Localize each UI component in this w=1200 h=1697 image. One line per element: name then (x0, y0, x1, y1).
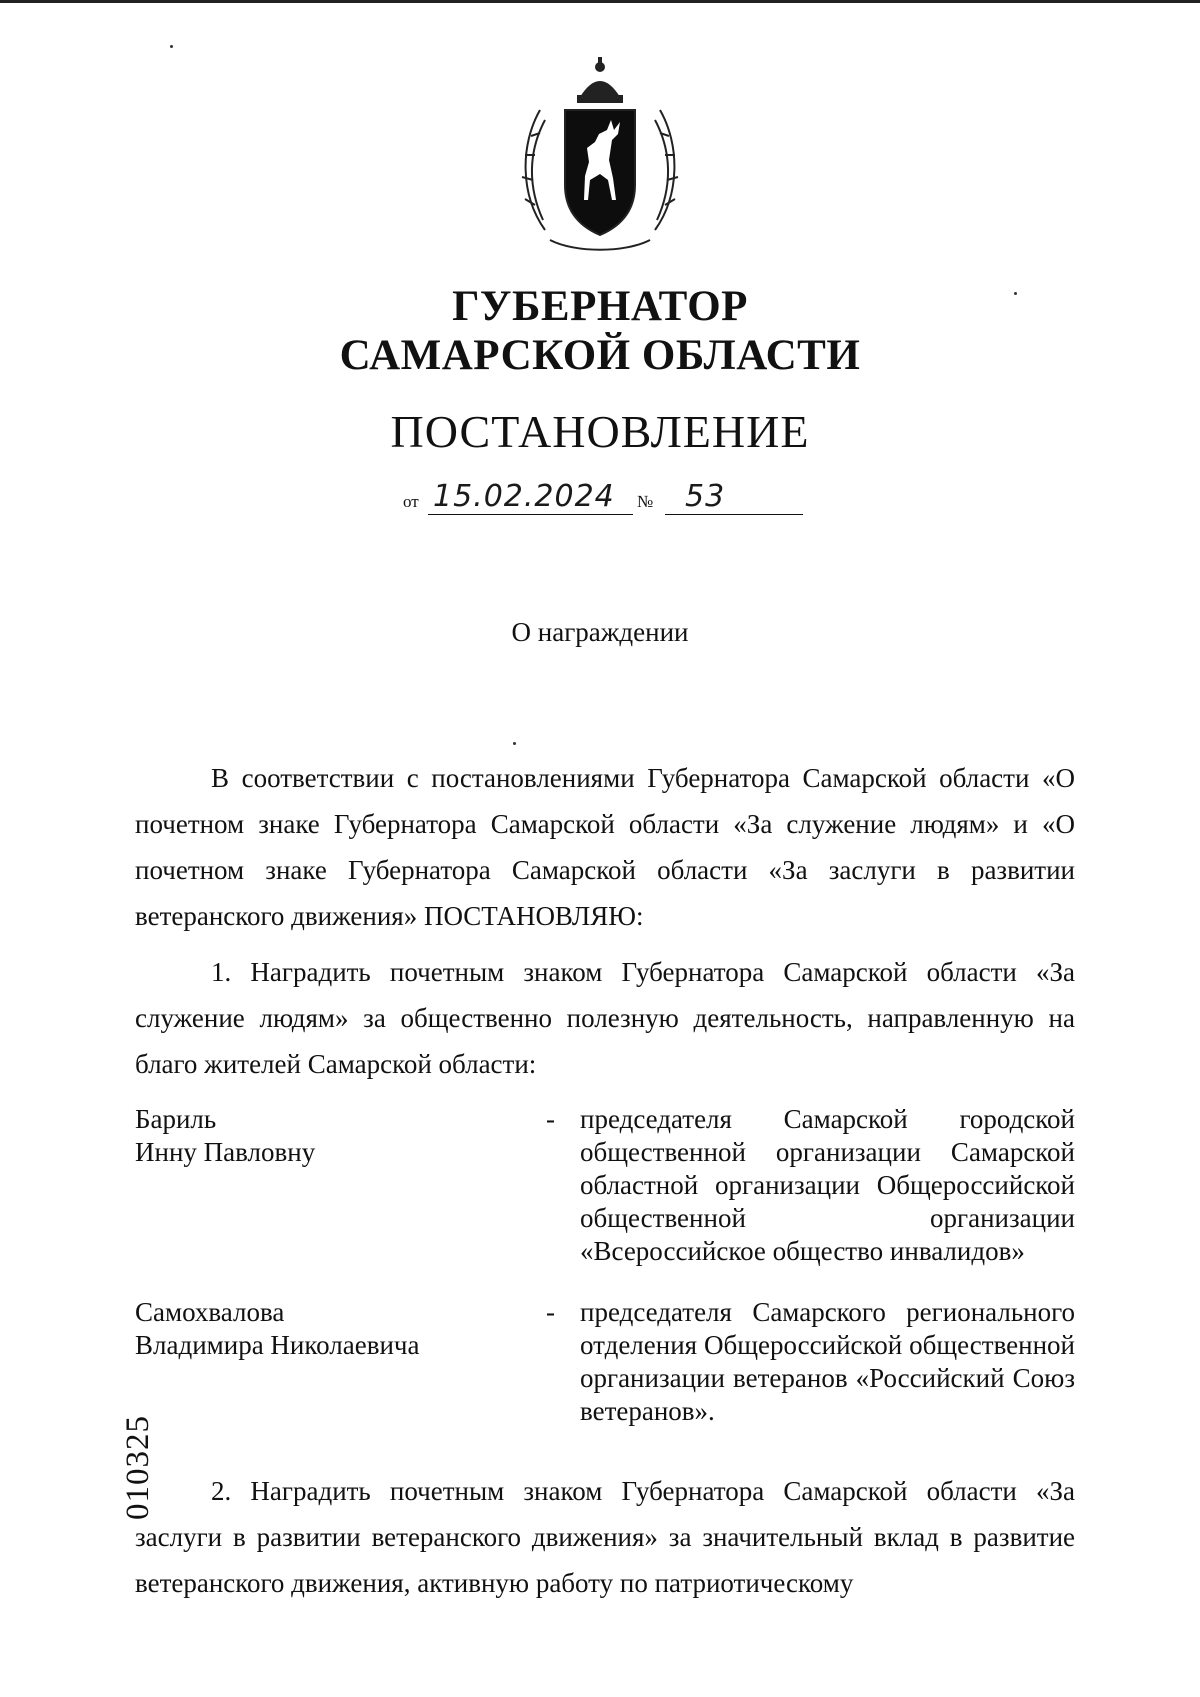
item2-text: 2. Наградить почетным знаком Губернатора Самарской области «За заслуги в развитии ветеранского движения» за значительный вклад в развитие ветеранского движения, активную работу по патриотическому (135, 1476, 1075, 1598)
awardee-surname: Самохвалова (135, 1297, 285, 1327)
scan-speck (170, 45, 173, 48)
issuer-title-line1: ГУБЕРНАТОР (452, 283, 748, 330)
handwritten-number: 53 (685, 479, 726, 514)
scan-speck (1014, 292, 1017, 295)
issuer-title-line2: САМАРСКОЙ ОБЛАСТИ (339, 332, 861, 379)
scan-speck (513, 742, 516, 745)
awardee-surname: Бариль (135, 1104, 217, 1134)
awardee-given-names: Владимира Николаевича (135, 1330, 420, 1360)
item1-paragraph (135, 949, 1075, 1087)
document-subject: О награждении (511, 617, 689, 647)
awardee-name (135, 1103, 495, 1169)
side-registration-number: 010325 (120, 1415, 156, 1520)
handwritten-date: 15.02.2024 (433, 479, 615, 514)
scan-top-border (0, 0, 1200, 3)
coat-of-arms-icon (515, 55, 685, 255)
item1-text: 1. Наградить почетным знаком Губернатора Самарской области «За служение людям» за общественно полезную деятельность, направленную на благо жителей Самарской области: (135, 957, 1075, 1079)
document-type: ПОСТАНОВЛЕНИЕ (390, 406, 810, 457)
preamble-paragraph (135, 755, 1075, 939)
number-label: № (637, 492, 654, 511)
awardee-position: председателя Самарского регионального отделения Общероссийской общественной организации ветеранов «Российский Союз ветеранов». (580, 1297, 1075, 1426)
awardee-dash: - (546, 1104, 555, 1134)
date-number-line (403, 478, 803, 518)
item2-paragraph (135, 1468, 1075, 1606)
awardee-dash: - (546, 1297, 555, 1327)
awardee-name (135, 1296, 495, 1362)
date-underline (428, 514, 633, 515)
number-underline (665, 514, 803, 515)
awardee-given-names: Инну Павловну (135, 1137, 316, 1167)
preamble-text: В соответствии с постановлениями Губернатора Самарской области «О почетном знаке Губернатора Самарской области «За служение людям» и «О почетном знаке Губернатора Самарской области «За заслуги в развитии ветеранского движения» ПОСТАНОВЛЯЮ: (135, 763, 1075, 931)
awardee-position: председателя Самарской городской общественной организации Самарской областной организации Общероссийской общественной организации «Всероссийское общество инвалидов» (580, 1104, 1075, 1266)
date-label: от (403, 492, 419, 511)
